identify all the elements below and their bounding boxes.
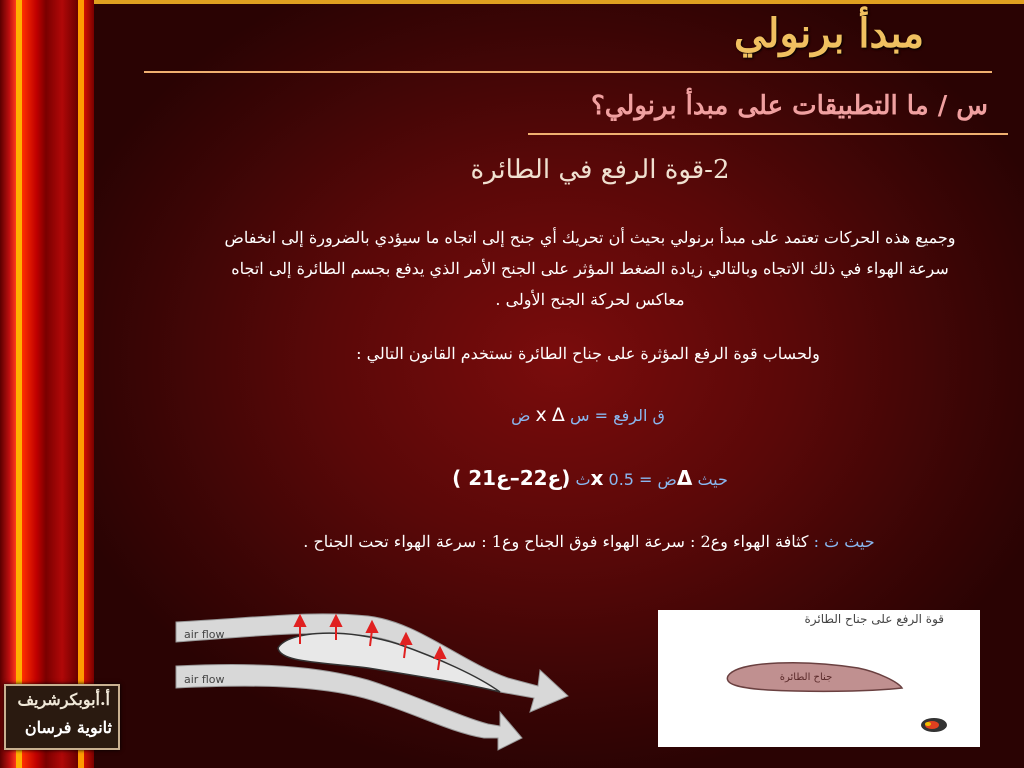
formula-where: حيث: [697, 470, 728, 489]
calc-intro: ولحساب قوة الرفع المؤثرة على جناح الطائرة نستخدم القانون التالي :: [356, 344, 820, 363]
def-where: حيث ث :: [813, 532, 875, 551]
formula-op: x: [590, 466, 604, 490]
decor-bar: [0, 0, 16, 768]
section-title: 2-قوة الرفع في الطائرة: [470, 155, 730, 185]
lift-wing-figure: [658, 610, 980, 747]
formula-eq: ض = 0.5: [608, 470, 677, 489]
formula-op: x: [535, 404, 547, 426]
question-divider: [528, 133, 1008, 135]
wing-drawing: [658, 610, 980, 747]
def-density: كثافة الهواء وع2 :: [689, 532, 809, 551]
formula-density: ث: [575, 470, 591, 489]
author-name: أ.أبوبكرشريف: [17, 690, 110, 709]
decor-bar: [46, 0, 78, 768]
decor-bar: [84, 0, 94, 768]
definitions: [0, 532, 1024, 551]
def-upper: سرعة الهواء فوق الجناح وع1 :: [481, 532, 685, 551]
lift-figure-title: قوة الرفع على جناح الطائرة: [804, 612, 944, 626]
airflow-label-top: air flow: [184, 628, 225, 641]
lift-formula: [0, 404, 1024, 426]
delta-symbol: Δ: [676, 466, 693, 490]
top-rule: [94, 0, 1024, 4]
airflow-label-bottom: air flow: [184, 673, 225, 686]
formula-paren: (ع22–ع21 ): [452, 466, 571, 490]
author-school: ثانوية فرسان: [24, 718, 112, 737]
author-badge: [4, 684, 120, 750]
pressure-formula: [0, 466, 1024, 490]
body-paragraph: وجميع هذه الحركات تعتمد على مبدأ برنولي بحيث أن تحريك أي جنح إلى اتجاه ما سيؤدي بالضرورة إلى انخفاض سرعة الهواء في ذلك الاتجاه وبالتالي زيادة الضغط المؤثر على الجنح الأمر الذي يدفع بجسم الطائرة إلى اتجاه معاكس لحركة الجنح الأولى .: [224, 228, 956, 309]
def-lower: سرعة الهواء تحت الجناح .: [303, 532, 477, 551]
question-heading: س / ما التطبيقات على مبدأ برنولي؟: [590, 91, 988, 121]
decor-bar: [22, 0, 46, 768]
wing-label: جناح الطائرة: [779, 672, 833, 683]
title-divider: [144, 71, 992, 73]
airflow-diagram: [168, 600, 576, 760]
slide-title: مبدأ برنولي: [733, 10, 924, 57]
delta-symbol: Δ: [551, 404, 565, 426]
formula-rhs: ض: [511, 406, 531, 425]
formula-lhs: ق الرفع = س: [569, 406, 665, 425]
small-wing-icon: [921, 718, 947, 732]
